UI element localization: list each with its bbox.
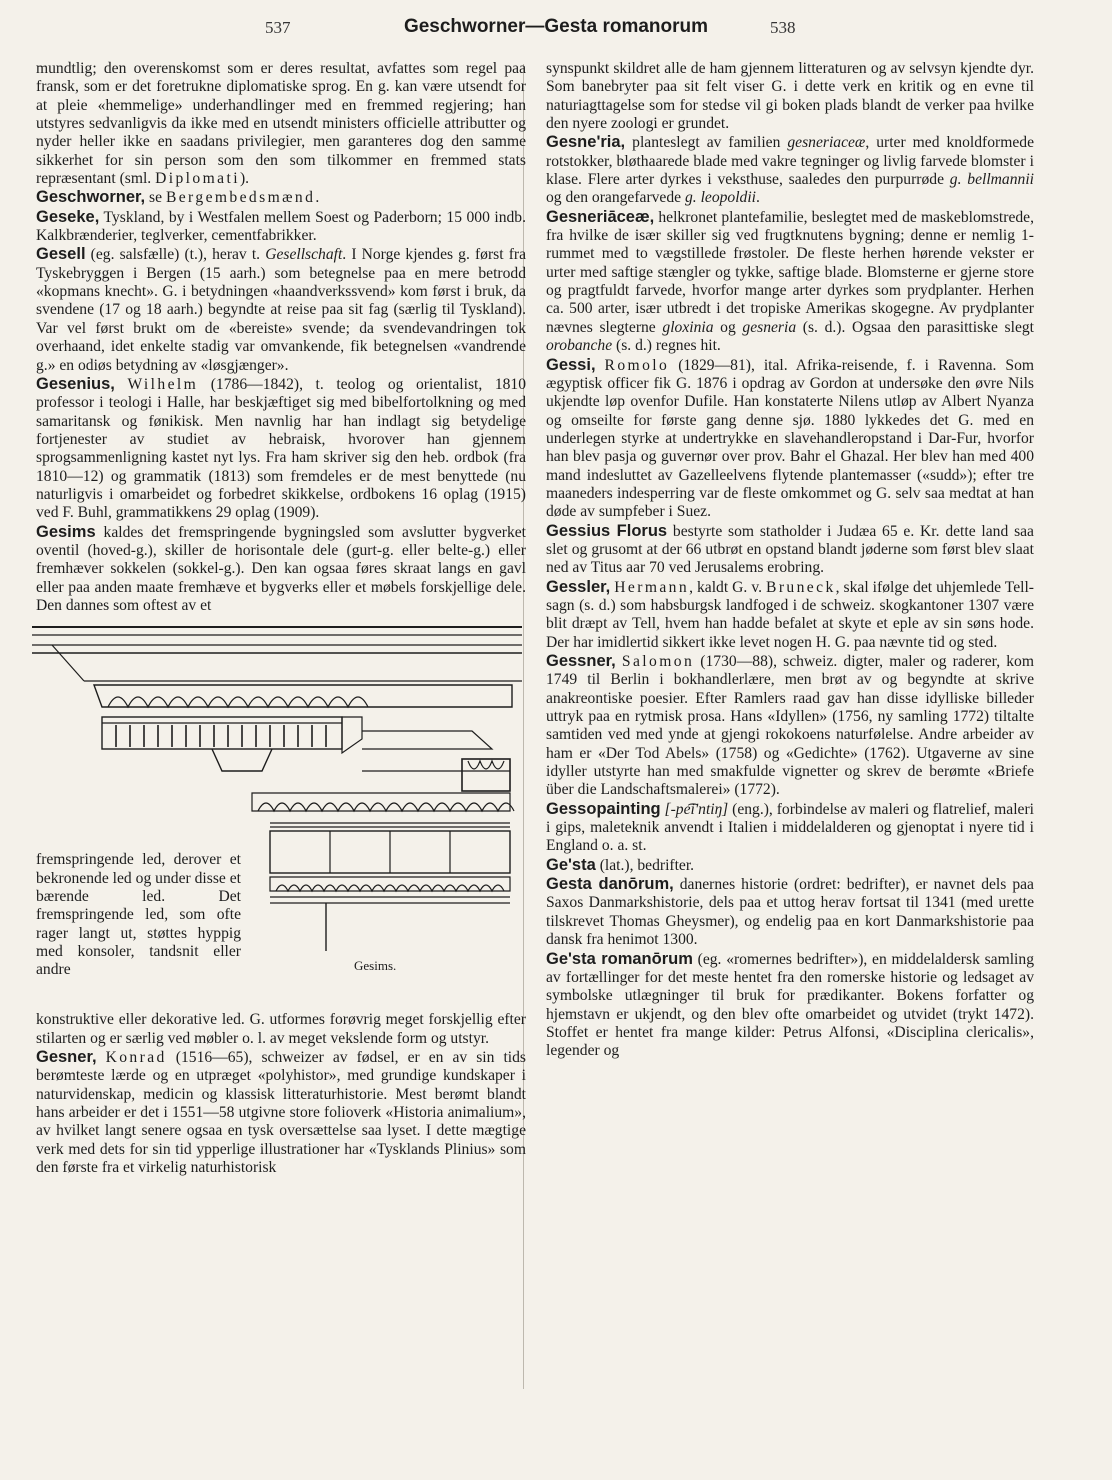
entry-gesneria: Gesne'ria, planteslegt av familien gesneriaceæ, urter med knoldformede rotstokker, bløthaarede blade med vakre tegninger og livlig farvede blomster i klase. Flere arter dyrkes i veksthuse, saaledes den purpurrøde g. bellmannii og den orangefarvede g. leopoldii.: [546, 133, 1034, 207]
entry-gesta-danorum: Gesta danōrum, danernes historie (ordret: bedrifter), er navnet dels paa Saxos Danmarkshistorie, dels paa et uttog herav fortsat til 1341 (med urette tilskrevet Thomas Gheysmer), og endelig paa en kort Danmarkshistorie paa dansk fra henimot 1300.: [546, 875, 1034, 949]
headword: Gesne'ria,: [546, 133, 626, 152]
entry-gessi: Gessi, Romolo (1829—81), ital. Afrika-reisende, f. i Ravenna. Som ægyptisk officer fik G. 1876 i opdrag av Gordon at undersøke den øvre Nils ukjendte løp ovenfor Dufile. Han konstaterte Nilens utløp av Albert Nyanza og omseilte for første gang denne sjø. 1880 lykkedes det G. med en underlegen styrke at undertrykke en slavehandleropstand i Dar-Fur, hvorfor han blev pasja og guvernør over prov. Bahr el Ghazal. Her blev han med 400 mand indesluttet av Gazelleelvens flytende plantemasser («sudd»); efter tre maaneders indesperring var de fleste omkommet og G. selv saa medtat at han døde av sumpfeber i Suez.: [546, 355, 1034, 521]
page-number-left: 537: [265, 18, 291, 37]
page-number-right: 538: [770, 18, 796, 37]
entry-gesner: Gesner, Konrad (1516—65), schweizer av fødsel, er en av sin tids berømteste lærde og en utpræget «polyhistor», med grundige kundskaper i naturvidenskap, medicin og klassisk litteraturhistorie. Mest berømt blandt hans arbeider er det i 1551—58 utgivne store folioverk «Historia animalium», av hvilket langt senere ogsaa en tysk oversættelse saa lyset. I dette mægtige verk med dets for sin tid ypperlige illustrationer har «Tysklands Plinius» som den første fra et virkelig naturhistorisk: [36, 1048, 526, 1177]
entry-gessius-florus: Gessius Florus bestyrte som statholder i Judæa 65 e. Kr. dette land saa slet og grusomt at der 66 utbrøt en opstand blandt jøderne som først blev slaat ned av Titus aar 70 ved Jerusalems erobring.: [546, 521, 1034, 577]
figure-wrap-text: fremspringende led, derover et bekronende led og under disse et bærende led. Det fremspringende led, som ofte rager langt ut, støttes hyppig med konsoler, tandsnit eller andre: [36, 851, 241, 979]
entry-gesta: Ge'sta (lat.), bedrifter.: [546, 855, 695, 874]
entry-gesims: Gesims kaldes det fremspringende bygningsled som avslutter bygverket oventil (hoved-g.), skiller de horisontale dele (gurt-g. eller belte-g.) eller fremhæver sokkelen (sokkel-g.). Den kan ogsaa føres skraat langs en gavl eller paa anden maate fremhæve et bygverks eller et møbels forskjellige dele. Den dannes som oftest av et: [36, 522, 526, 614]
gesims-figure: [36, 621, 526, 1011]
headword: Geschworner,: [36, 188, 146, 207]
headword: Gessi,: [546, 355, 596, 374]
page-header: [0, 14, 1112, 44]
entry-gesner-continued: synspunkt skildret alle de ham gjennem litteraturen og av selvsyn kjendte dyr. Som banebryter paa sit felt viser G. i dette verk en kritik og en evne til naturiagttagelse som for stedse vil gi boken plads blandt de verker paa hvilke den nyere zoologi er grundet.: [546, 60, 1034, 133]
entry-gesta-romanorum: Ge'sta romanōrum (eg. «romernes bedrifter»), en middelaldersk samling av fortællinger for det meste hentet fra den romerske historie og ledsaget av symbolske utlægninger til bruk for prædikanter. Bokens forfatter og hjemstavn er ukjendt, og den blev ofte omarbeidet og utvidet (trykt 1472). Stoffet er hentet fra mange kilder: Petrus Alfonsi, «Disciplina clericalis», legender og: [546, 949, 1034, 1060]
right-column: [546, 60, 1034, 1061]
left-column: [36, 60, 526, 1177]
headword: Geseke,: [36, 207, 100, 226]
entry-gessopainting: Gessopainting [-pe͡iʹntiŋ] (eng.), forbindelse av maleri og flatrelief, maleri i gips, maleteknik anvendt i Italien i middelalderen og gjenoptat i nyere tid i England o. a. st.: [546, 799, 1034, 855]
entry-diplomat-continued: mundtlig; den overenskomst som er deres resultat, avfattes som regel paa fransk, som er det foretrukne diplomatiske sprog. En g. kan være utsendt for at pleie «hemmelige» underhandlinger med en fremmed regjering; han utstyres sedvanligvis da ikke med en utsendt ministers officielle attributter og nyder heller ikke en saadans privilegier, men garanteres dog den samme sikkerhet for sin person som den som tilkommer en fremmed stats repræsentant (sml. Diplomati).: [36, 60, 526, 188]
entry-gesenius: Gesenius, Wilhelm (1786—1842), t. teolog og orientalist, 1810 professor i teologi i Halle, har beskjæftiget sig med bibelfortolkning og med samaritansk og fønikisk. Men navnlig har han indlagt sig betydelige fortjenester av studiet av hebraisk, hvorover han gjennem sprogsammenligning kastet nyt lys. Fra ham skriver sig den heb. ordbok (fra 1810—12) og grammatik (1813) som fremdeles er de mest benyttede (nu naturligvis i omarbeidet og forbedret skikkelse, ordbokens 16 oplag (1915) ved F. Buhl, grammatikkens 29 oplag (1909).: [36, 374, 527, 522]
headword: Gessner,: [546, 652, 616, 670]
entry-gesneriaceae: Gesneriāceæ, helkronet plantefamilie, beslegtet med de maskeblomstrede, fra hvilke de især skiller sig ved frugtknutens bygning; denne er nemlig 1-rummet med to vægstillede frøstoler. De fleste herhen hørende vekster er urter med saftige stængler og tykke, saftige blade. Blomsterne er gjerne store og pragtfuldt farvede, hvorfor mange arter dyrkes som prydplanter. Herhen ca. 500 arter, især utbredt i det tropiske Amerikas skogegne. Av prydplanter nævnes slegterne gloxinia og gesneria (s. d.). Ogsaa den parasittiske slegt orobanche (s. d.) regnes hit.: [546, 207, 1034, 355]
headword: Gessopainting: [546, 799, 661, 818]
running-title: Geschworner—Gesta romanorum: [403, 16, 709, 37]
headword: Gesneriāceæ,: [546, 207, 655, 226]
headword: Gessius Florus: [546, 521, 668, 540]
entry-gesell: Gesell (eg. salsfælle) (t.), herav t. Gesellschaft. I Norge kjendes g. først fra Tyskebryggen i Bergen (15 aarh.) som betegnelse paa en mere betrodd «kopmans knecht». G. i betydningen «haandverkssvend» kom først i bruk, da svendene (17 og 18 aarh.) begyndte at reise paa sit fag (særlig til Tyskland). Var vel først brukt om de «bereiste» svende; da svendevandringen tok overhaand, idet enkelte stadig var omvankende, fik betegnelsen «vandrende g.» en odiøs betydning av «løsgjænger».: [36, 245, 526, 374]
headword: Gesims: [36, 522, 96, 541]
headword: Ge'sta romanōrum: [546, 949, 693, 968]
headword: Gesenius,: [36, 374, 115, 393]
headword: Ge'sta: [546, 855, 596, 874]
headword: Gessler,: [546, 577, 611, 596]
headword: Gesta danōrum,: [546, 875, 674, 894]
entry-gessler: Gessler, Hermann, kaldt G. v. Bruneck, skal ifølge det uhjemlede Tell-sagn (s. d.) som habsburgsk landfoged i de schweiz. skogkantoner 1307 være blit dræpt av Tell, hvem han hadde befalet at skyte et eple av sin søns hode. Der har imidlertid sikkert ikke levet nogen H. G. paa nævnte tid og sted.: [546, 577, 1034, 651]
headword: Gesell: [36, 245, 86, 264]
entry-geschworner: Geschworner, se Bergembedsmænd.: [36, 188, 320, 207]
headword: Gesner,: [36, 1048, 97, 1066]
entry-gesims-continued: konstruktive eller dekorative led. G. utformes forøvrig meget forskjellig efter stilarten og er særlig ved møbler o. l. av meget vekslende form og utstyr.: [36, 1011, 526, 1047]
entry-geseke: Geseke, Tyskland, by i Westfalen mellem Soest og Paderborn; 15 000 indb. Kalkbrænderier, teglverker, cementfabrikker.: [36, 207, 526, 245]
entry-gessner: Gessner, Salomon (1730—88), schweiz. digter, maler og raderer, kom 1749 til Berlin i bokhandlerlære, men brøt av og begyndte at skrive anakreontiske poesier. Efter Ramlers raad gav han disse idylliske billeder uttryk paa en rytmisk prosa. Hans «Idyllen» (1756, ny samling 1772) tiltalte samtiden ved med ynde at gjengi rokokoens naturfølelse. Andre arbeider av ham er «Der Tod Abels» (1758) og «Gedichte» (1762). Utgaverne av sine idyller utstyrte han med smakfulde vignetter og skrev de berømte «Briefe über die Landschaftsmalerei» (1772).: [546, 652, 1034, 799]
figure-caption: Gesims.: [354, 958, 397, 974]
